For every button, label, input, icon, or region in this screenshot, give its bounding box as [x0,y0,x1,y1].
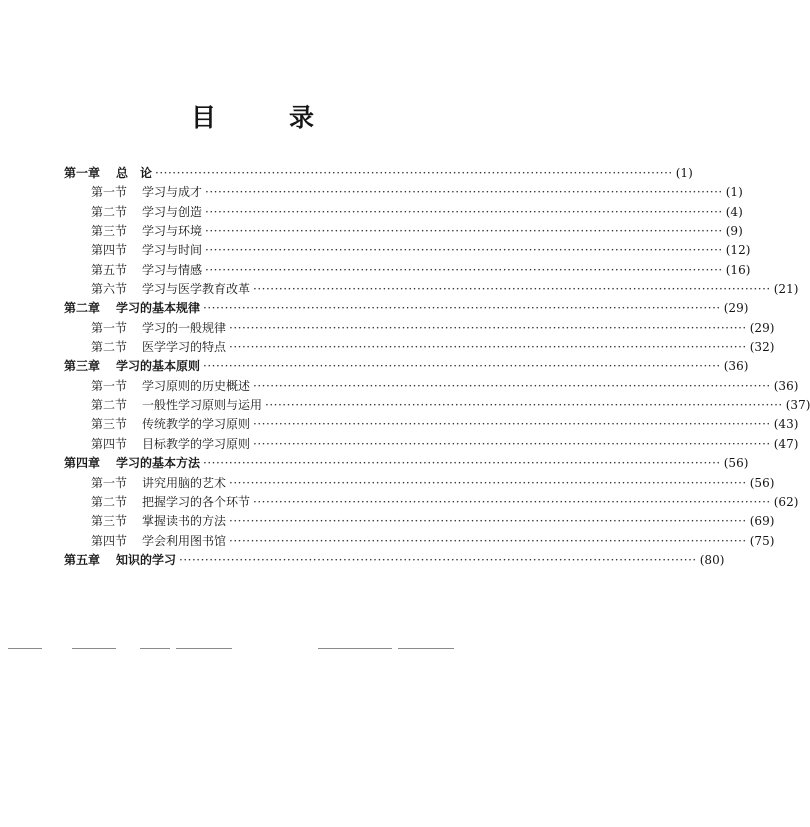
toc-title: 医学学习的特点 [142,340,227,355]
toc-label: 第一节 [91,378,128,393]
toc-row [64,357,749,376]
toc-page-number: (80) [699,552,725,567]
toc-leader-dots: ························································································································ [229,514,747,529]
toc-title: 学习与时间 [142,243,203,258]
toc-leader-dots: ························································································································ [205,204,723,219]
toc-page-number: (4) [725,204,743,219]
page-title: 目 录 [190,103,338,132]
toc-page-number: (1) [725,185,743,200]
toc-title: 掌握读书的方法 [142,514,227,529]
toc-title: 学习的基本规律 [116,301,201,316]
toc-row [64,512,775,531]
toc-title: 学习与环境 [142,224,203,239]
toc-page-number: (43) [773,417,799,432]
toc-label: 第三节 [91,224,128,239]
toc-leader-dots: ························································································································ [205,224,723,239]
toc-leader-dots: ························································································································ [179,552,697,567]
toc-title: 传统教学的学习原则 [142,417,251,432]
toc-title: 学习的一般规律 [142,320,227,335]
toc-title: 目标教学的学习原则 [142,436,251,451]
toc-page-number: (36) [773,378,799,393]
toc-row [64,280,799,299]
toc-leader-dots: ························································································································ [203,301,721,316]
toc-row [64,299,749,318]
toc-page-number: (47) [773,436,799,451]
scan-rule [318,648,392,649]
toc-label: 第四章 [64,456,101,471]
toc-leader-dots: ························································································································ [229,475,747,490]
toc-row [64,164,693,183]
toc-page-number: (21) [773,282,799,297]
toc-label: 第二节 [91,204,128,219]
toc-leader-dots: ························································································································ [265,398,783,413]
toc-label: 第四节 [91,533,128,548]
toc-leader-dots: ························································································································ [253,282,771,297]
toc-page-number: (75) [749,533,775,548]
toc-title: 学习的基本原则 [116,359,201,374]
toc-label: 第二章 [64,301,101,316]
scan-rule [398,648,454,649]
toc-row [64,551,725,570]
toc-leader-dots: ························································································································ [203,456,721,471]
toc-row [64,183,743,202]
toc-row [64,435,799,454]
toc-label: 第二节 [91,340,128,355]
toc-row [64,319,775,338]
table-of-contents [64,164,810,570]
toc-row [64,396,810,415]
toc-title: 学习与医学教育改革 [142,282,251,297]
toc-title: 知识的学习 [116,552,177,567]
toc-row [64,415,799,434]
toc-page-number: (9) [725,224,743,239]
toc-title: 学习的基本方法 [116,456,201,471]
toc-page-number: (37) [785,398,810,413]
toc-label: 第二节 [91,494,128,509]
toc-row [64,203,743,222]
toc-leader-dots: ························································································································ [253,494,771,509]
toc-leader-dots: ························································································································ [229,340,747,355]
toc-page-number: (62) [773,494,799,509]
toc-page-number: (16) [725,262,751,277]
toc-label: 第一节 [91,320,128,335]
toc-page-number: (12) [725,243,751,258]
toc-row [64,261,751,280]
toc-page-number: (1) [675,166,693,180]
toc-leader-dots: ························································································································ [205,243,723,258]
toc-title: 学会利用图书馆 [142,533,227,548]
toc-leader-dots: ························································································································ [253,378,771,393]
toc-row [64,474,775,493]
toc-label: 第五节 [91,262,128,277]
toc-row [64,377,799,396]
toc-page-number: (69) [749,514,775,529]
scan-rule [140,648,170,649]
toc-title: 学习原则的历史概述 [142,378,251,393]
toc-leader-dots: ························································································································ [155,166,673,180]
toc-label: 第一章 [64,166,101,180]
toc-leader-dots: ························································································································ [229,533,747,548]
toc-label: 第五章 [64,552,101,567]
toc-label: 第一节 [91,475,128,490]
toc-label: 第三章 [64,359,101,374]
toc-leader-dots: ························································································································ [229,320,747,335]
toc-label: 第四节 [91,243,128,258]
toc-title: 学习与成才 [142,185,203,200]
toc-label: 第一节 [91,185,128,200]
toc-page-number: (56) [749,475,775,490]
toc-label: 第三节 [91,417,128,432]
scan-rule [72,648,116,649]
toc-label: 第六节 [91,282,128,297]
toc-row [64,222,743,241]
toc-leader-dots: ························································································································ [253,436,771,451]
toc-row [64,454,749,473]
toc-row [64,241,751,260]
toc-leader-dots: ························································································································ [203,359,721,374]
toc-label: 第三节 [91,514,128,529]
toc-title: 学习与创造 [142,204,203,219]
toc-page-number: (29) [723,301,749,316]
toc-title: 总 论 [116,166,153,180]
toc-title: 一般性学习原则与运用 [142,398,263,413]
toc-page-number: (56) [723,456,749,471]
toc-row [64,532,775,551]
toc-label: 第二节 [91,398,128,413]
toc-label: 第四节 [91,436,128,451]
toc-row [64,338,775,357]
toc-title: 讲究用脑的艺术 [142,475,227,490]
toc-page-number: (32) [749,340,775,355]
toc-page-number: (36) [723,359,749,374]
scan-rule [8,648,42,649]
toc-title: 学习与情感 [142,262,203,277]
scan-rule [176,648,232,649]
toc-page-number: (29) [749,320,775,335]
toc-row [64,493,799,512]
toc-leader-dots: ························································································································ [253,417,771,432]
toc-leader-dots: ························································································································ [205,185,723,200]
toc-leader-dots: ························································································································ [205,262,723,277]
toc-title: 把握学习的各个环节 [142,494,251,509]
